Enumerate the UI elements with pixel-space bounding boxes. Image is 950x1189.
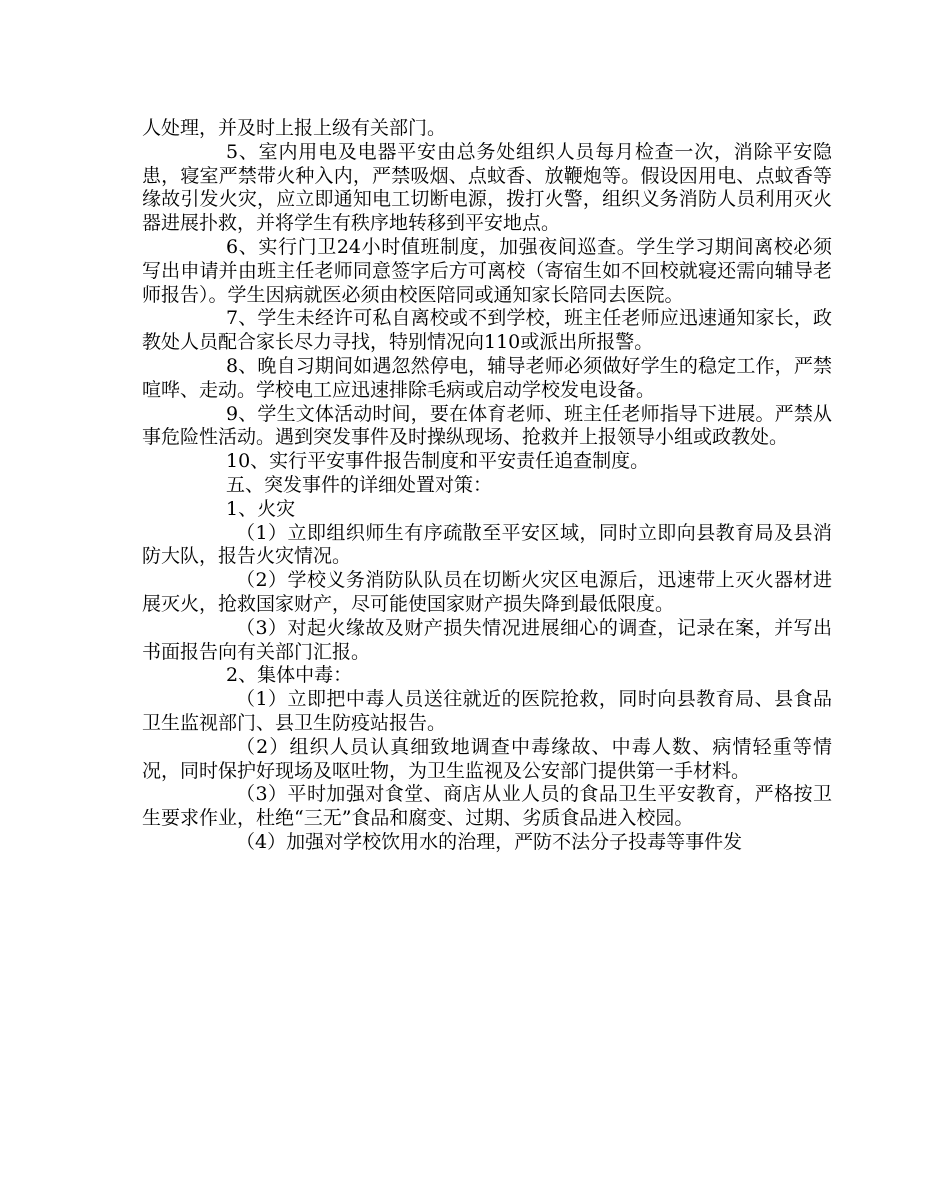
- section-heading-5: 五、突发事件的详细处置对策：: [226, 473, 493, 496]
- fire-step-2: （2）学校义务消防队队员在切断火灾区电源后，迅速带上灭火器材进展灭火，抢救国家财产，尽可能使国家财产损失降到最低限度。: [142, 569, 832, 615]
- fire-step-1: （1）立即组织师生有序疏散至平安区域，同时立即向县教育局及县消防大队，报告火灾情况。: [142, 521, 832, 568]
- paragraph-item-6: 6、实行门卫24小时值班制度，加强夜间巡查。学生学习期间离校必须写出申请并由班主任老师同意签字后方可离校（寄宿生如不回校就寝还需向辅导老师报告）。学生因病就医必须由校医陪同或通知家长陪同去医院。: [142, 235, 832, 306]
- poisoning-step-2: （2）组织人员认真细致地调查中毒缘故、中毒人数、病情轻重等情况，同时保护好现场及呕吐物，为卫生监视及公安部门提供第一手材料。: [142, 735, 832, 782]
- poisoning-step-1: （1）立即把中毒人员送往就近的医院抢救，同时向县教育局、县食品卫生监视部门、县卫生防疫站报告。: [142, 688, 832, 734]
- paragraph-item-10: 10、实行平安事件报告制度和平安责任追查制度。: [226, 450, 650, 473]
- subsection-heading-poisoning: 2、集体中毒：: [226, 664, 353, 687]
- paragraph-item-5: 5、室内用电及电器平安由总务处组织人员每月检查一次，消除平安隐患，寝室严禁带火种入内，严禁吸烟、点蚊香、放鞭炮等。假设因用电、点蚊香等缘故引发火灾，应立即通知电工切断电源，拨打火警，组织义务消防人员利用灭火器进展扑救，并将学生有秩序地转移到平安地点。: [142, 140, 832, 235]
- fire-step-3: （3）对起火缘故及财产损失情况进展细心的调查，记录在案，并写出书面报告向有关部门汇报。: [142, 616, 832, 663]
- poisoning-step-3: （3）平时加强对食堂、商店从业人员的食品卫生平安教育，严格按卫生要求作业，杜绝“三无”食品和腐变、过期、劣质食品进入校园。: [142, 783, 832, 830]
- subsection-heading-fire: 1、火灾: [226, 497, 296, 520]
- document-body: [142, 117, 832, 855]
- poisoning-step-4: （4）加强对学校饮用水的治理，严防不法分子投毒等事件发: [236, 830, 743, 853]
- paragraph-item-9: 9、学生文体活动时间，要在体育老师、班主任老师指导下进展。严禁从事危险性活动。遇到突发事件及时操纵现场、抢救并上报领导小组或政教处。: [142, 402, 832, 449]
- paragraph-continuation: 人处理，并及时上报上级有关部门。: [142, 117, 447, 139]
- paragraph-item-8: 8、晚自习期间如遇忽然停电，辅导老师必须做好学生的稳定工作，严禁喧哗、走动。学校电工应迅速排除毛病或启动学校发电设备。: [142, 354, 832, 401]
- paragraph-item-7: 7、学生未经许可私自离校或不到学校，班主任老师应迅速通知家长，政教处人员配合家长尽力寻找，特别情况向110或派出所报警。: [142, 307, 832, 354]
